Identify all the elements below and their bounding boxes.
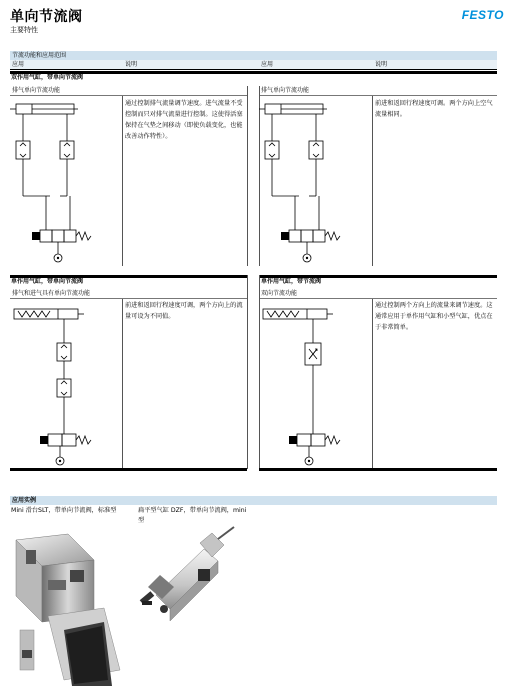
divider xyxy=(247,275,248,469)
cell-description: 前进和返回行程速度可调。两个方向上空气流量相同。 xyxy=(375,100,493,118)
divider xyxy=(372,299,373,469)
col-header-application: 应用 xyxy=(261,61,274,68)
schematic-diagram xyxy=(10,299,122,471)
col-header-description: 说明 xyxy=(375,61,388,68)
schematic-diagram xyxy=(259,96,371,268)
col-header-application: 应用 xyxy=(12,61,25,68)
cell-subheading: 排气和进气具有单向节流功能 xyxy=(10,289,247,299)
page-subtitle: 主要特性 xyxy=(10,26,38,34)
col-header-description: 说明 xyxy=(125,61,138,68)
festo-logo: FESTO xyxy=(461,8,504,22)
flat-cylinder-photo xyxy=(138,525,238,635)
mini-slide-photo xyxy=(8,530,128,686)
divider xyxy=(247,86,248,266)
cell-description: 通过控制排气流量调节速度。进气流量不受控制而只对排气流量进行控制。这使得活塞保持在气垫之间移动（即使负载变化，也能改善动作特性）。 xyxy=(125,100,243,140)
cell-subheading: 双向节流功能 xyxy=(259,289,497,299)
group-heading: 单作用气缸，带单向节流阀 xyxy=(11,278,84,285)
schematic-diagram xyxy=(10,96,122,268)
divider xyxy=(10,71,497,74)
section-title: 节流功能和应用范围 xyxy=(10,51,497,60)
page-title: 单向节流阀 xyxy=(10,9,83,25)
group-heading: 单作用气缸，带节流阀 xyxy=(261,278,322,285)
applications-title: 应用实例 xyxy=(10,496,497,505)
table-header-row xyxy=(10,60,497,70)
group-heading: 双作用气缸，带单向节流阀 xyxy=(11,74,84,81)
cell-description: 前进和返回行程速度可调，两个方向上的流量可设为不同值。 xyxy=(125,302,243,320)
divider xyxy=(122,96,123,266)
cell-subheading: 排气单向节流功能 xyxy=(259,86,497,96)
schematic-diagram xyxy=(259,299,371,471)
application-caption: 扁平型气缸 DZF，带单向节流阀，mini型 xyxy=(138,507,247,524)
cell-subheading: 排气单向节流功能 xyxy=(10,86,247,96)
divider xyxy=(259,468,497,471)
divider xyxy=(372,96,373,266)
divider xyxy=(10,468,247,471)
application-caption: Mini 滑台SLT，带单向节流阀，标准型 xyxy=(11,507,117,514)
divider xyxy=(122,299,123,469)
cell-description: 通过控制两个方向上的流量来调节速度。这通常应用于单作用气缸和小型气缸，优点在于非常简单。 xyxy=(375,302,493,331)
